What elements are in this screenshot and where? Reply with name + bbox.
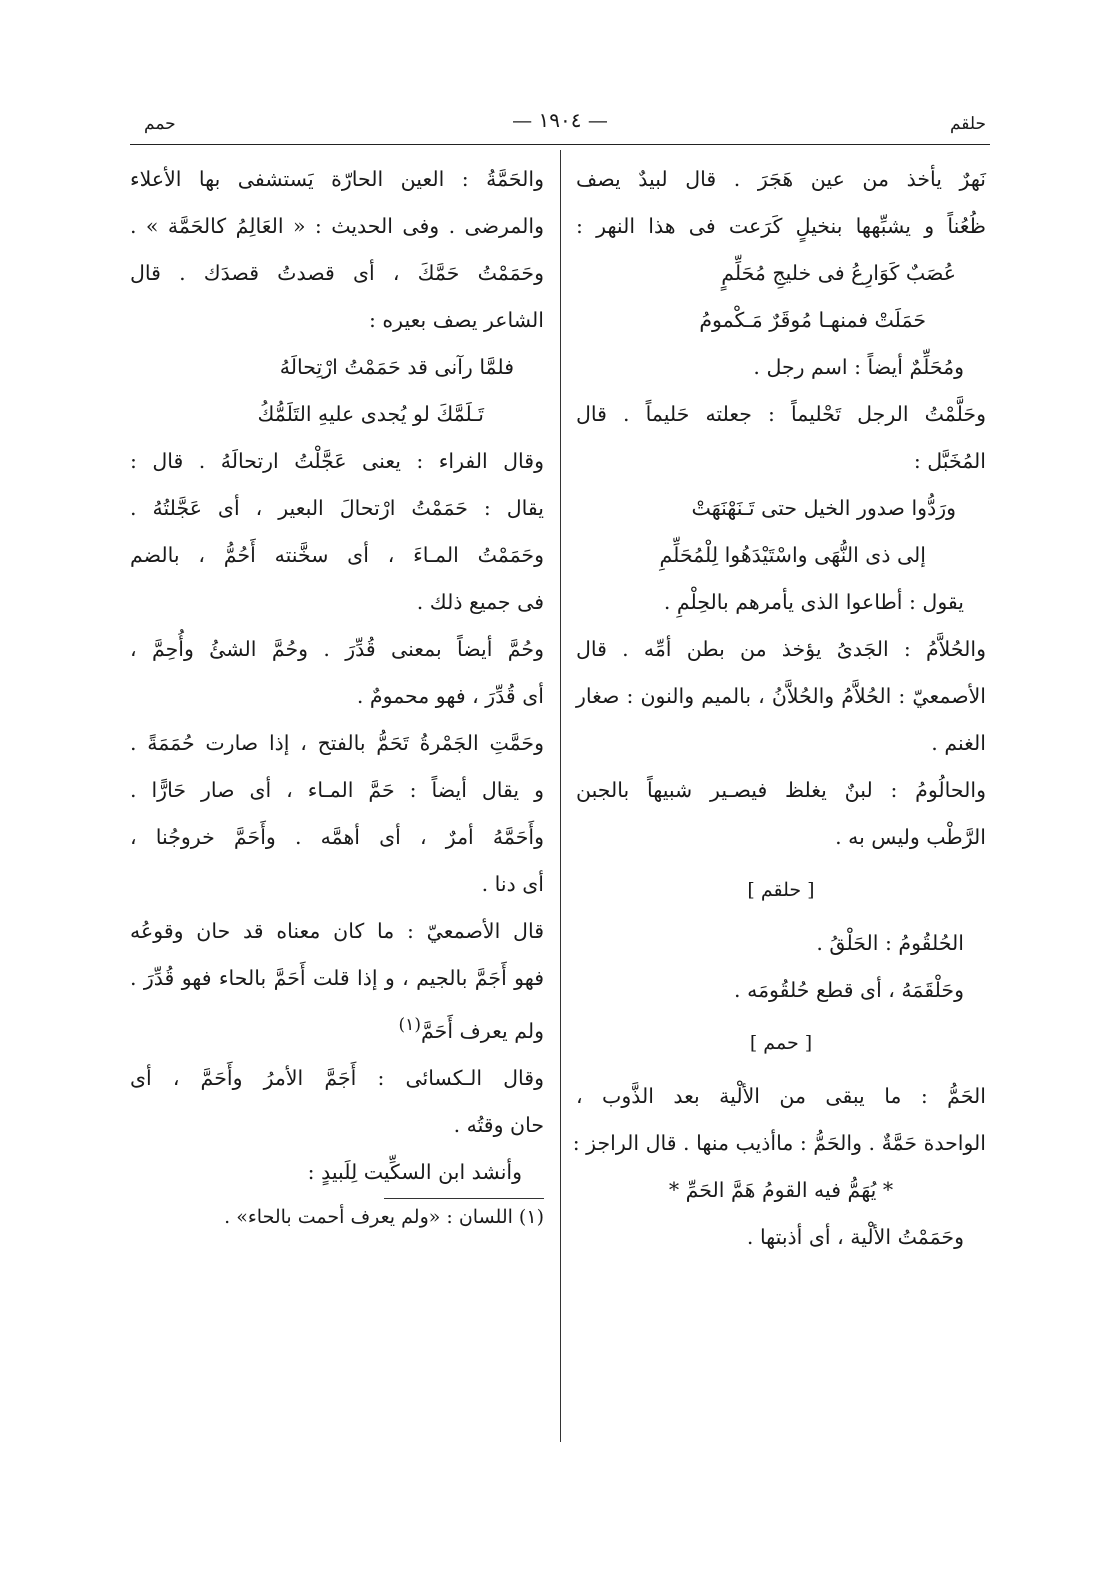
verse-line: تَـلَمَّكَ لو يُجدى عليهِ التَلَمُّكُ [257,402,484,426]
text-line: الأصمعيّ : الحُلاَّمُ والحُلاَّنُ ، بالميم والنون : صغار [576,684,986,708]
text-line: وأنشد ابن السكِّيت لِلَبيدٍ : [307,1159,522,1184]
text-line: نَهرٌ يأخذ من عين هَجَرَ . قال لبيدٌ يصف [576,167,986,191]
text-line: وحَمَّتِ الجَمْرةُ تَحَمُّ بالفتح ، إذا صارت حُمَمَةً . [130,731,544,755]
left-column [130,156,544,1235]
text-line: المُخَبَّل : [913,449,986,473]
text-line: أى دنا . [481,872,544,896]
verse-line: فلمَّا رآنى قد حَمَمْتُ ارْتِحالَهُ [279,355,514,379]
text-line: وقال الفراء : يعنى عَجَّلْتُ ارتحالَهُ . قال : [130,449,544,473]
verse-line: حَمَلَتْ فمنهـا مُوقَرٌ مَـكْمومُ [699,308,926,332]
text-line: ظُعُناً و يشبِّهها بنخيلٍ كَرَعت فى هذا النهر : [576,214,986,238]
text-line: الشاعر يصف بعيره : [368,308,544,332]
text-line: وقال الـكسائى : أَجَمَّ الأمرُ وأَحَمَّ ، أى [130,1065,544,1090]
page-header [130,106,990,146]
right-column [572,156,986,1261]
text-line: يقال : حَمَمْتُ ارْتحالَ البعير ، أى عَجَّلتُهُ . [130,496,544,520]
entry-heading-hamm: [ حمم ] [749,1032,813,1054]
text-line: فهو أَجَمَّ بالجيم ، و إذا قلت أَحَمَّ بالحاء فهو قُدِّرَ . [130,966,544,990]
text-line: الرَّطْب وليس به . [835,825,986,849]
text-fragment: ولم يعرف أَحَمَّ [421,1018,544,1043]
text-line: يقول : أطاعوا الذى يأمرهم بالحِلْمِ . [663,590,964,614]
text-line: وحَمَمْتُ حَمَّكَ ، أى قصدتُ قصدَك . قال [130,261,544,285]
text-line [130,1002,544,1055]
entry-heading-halqam: [ حلقم ] [747,879,815,901]
text-line: الواحدة حَمَّةٌ . والحَمُّ : ماأذيب منها . قال الراجز : [572,1131,986,1155]
verse-line: إلى ذى النُّهَى واسْتَيْدَهُوا لِلْمُحَلِّمِ [659,543,926,567]
text-line: فى جميع ذلك . [416,590,544,614]
page-number: — ١٩٠٤ — [512,108,608,132]
text-line: وحَمَمْتُ المـاءَ ، أى سخَّنته أَحُمُّ ، بالضم [130,543,544,567]
text-line: الحُلقُومُ : الحَلْقُ . [816,931,964,955]
text-line: قال الأصمعيّ : ما كان معناه قد حان وقوعُه [130,919,544,943]
header-rule [130,144,990,145]
text-line: الغنم . [931,731,986,755]
text-line: وحَلْقَمَهُ ، أى قطع حُلقُومَه . [734,978,964,1002]
text-line: وحَمَمْتُ الألْية ، أى أذبتها . [746,1225,964,1249]
text-line: حان وقتُه . [453,1112,544,1137]
text-line: و يقال أيضاً : حَمَّ المـاء ، أى صار حَارًّا . [130,778,544,802]
column-divider [560,150,561,1442]
text-line: وحُمَّ أيضاً بمعنى قُدِّرَ . وحُمَّ الشئُ وأُحِمَّ ، [130,637,544,661]
header-entry-word-right: حلقم [949,114,986,134]
header-entry-word-left: حمم [144,114,176,134]
text-line: وأَحَمَّهُ أمرٌ ، أى أهمَّه . وأَحَمَّ خروجُنا ، [130,825,544,849]
text-line: والحُلاَّمُ : الجَدىُ يؤخذ من بطن أمِّه . قال [576,637,986,661]
verse-line: عُصَبٌ كَوَارِعُ فى خليجِ مُحَلِّمٍ [721,261,956,285]
text-line: الحَمُّ : ما يبقى من الألْية بعد الذَّوب ، [576,1084,986,1108]
verse-line: * يُهَمُّ فيه القومُ هَمَّ الحَمِّ * [668,1178,894,1202]
text-line: ومُحَلِّمٌ أيضاً : اسم رجل . [753,355,964,379]
text-line: وحَلَّمْتُ الرجل تَحْليماً : جعلته حَليماً . قال [576,402,986,426]
text-line: أى قُدِّرَ ، فهو محمومٌ . [356,684,544,708]
text-line: والمرضى . وفى الحديث : « العَالِمُ كالحَمَّة » . [130,214,544,238]
text-line: والحالُومُ : لبنٌ يغلظ فيصـير شبيهاً بالجبن [576,778,986,802]
text-line: والحَمَّةُ : العين الحارّة يَستشفى بها الأعلاء [130,167,544,191]
verse-line: ورَدُّوا صدور الخيل حتى تَـنَهْنَهَتْ [691,496,956,520]
footnote-marker: (١) [398,1015,421,1035]
footnote: (١) اللسان : «ولم يعرف أحمت بالحاء» . [224,1205,544,1228]
